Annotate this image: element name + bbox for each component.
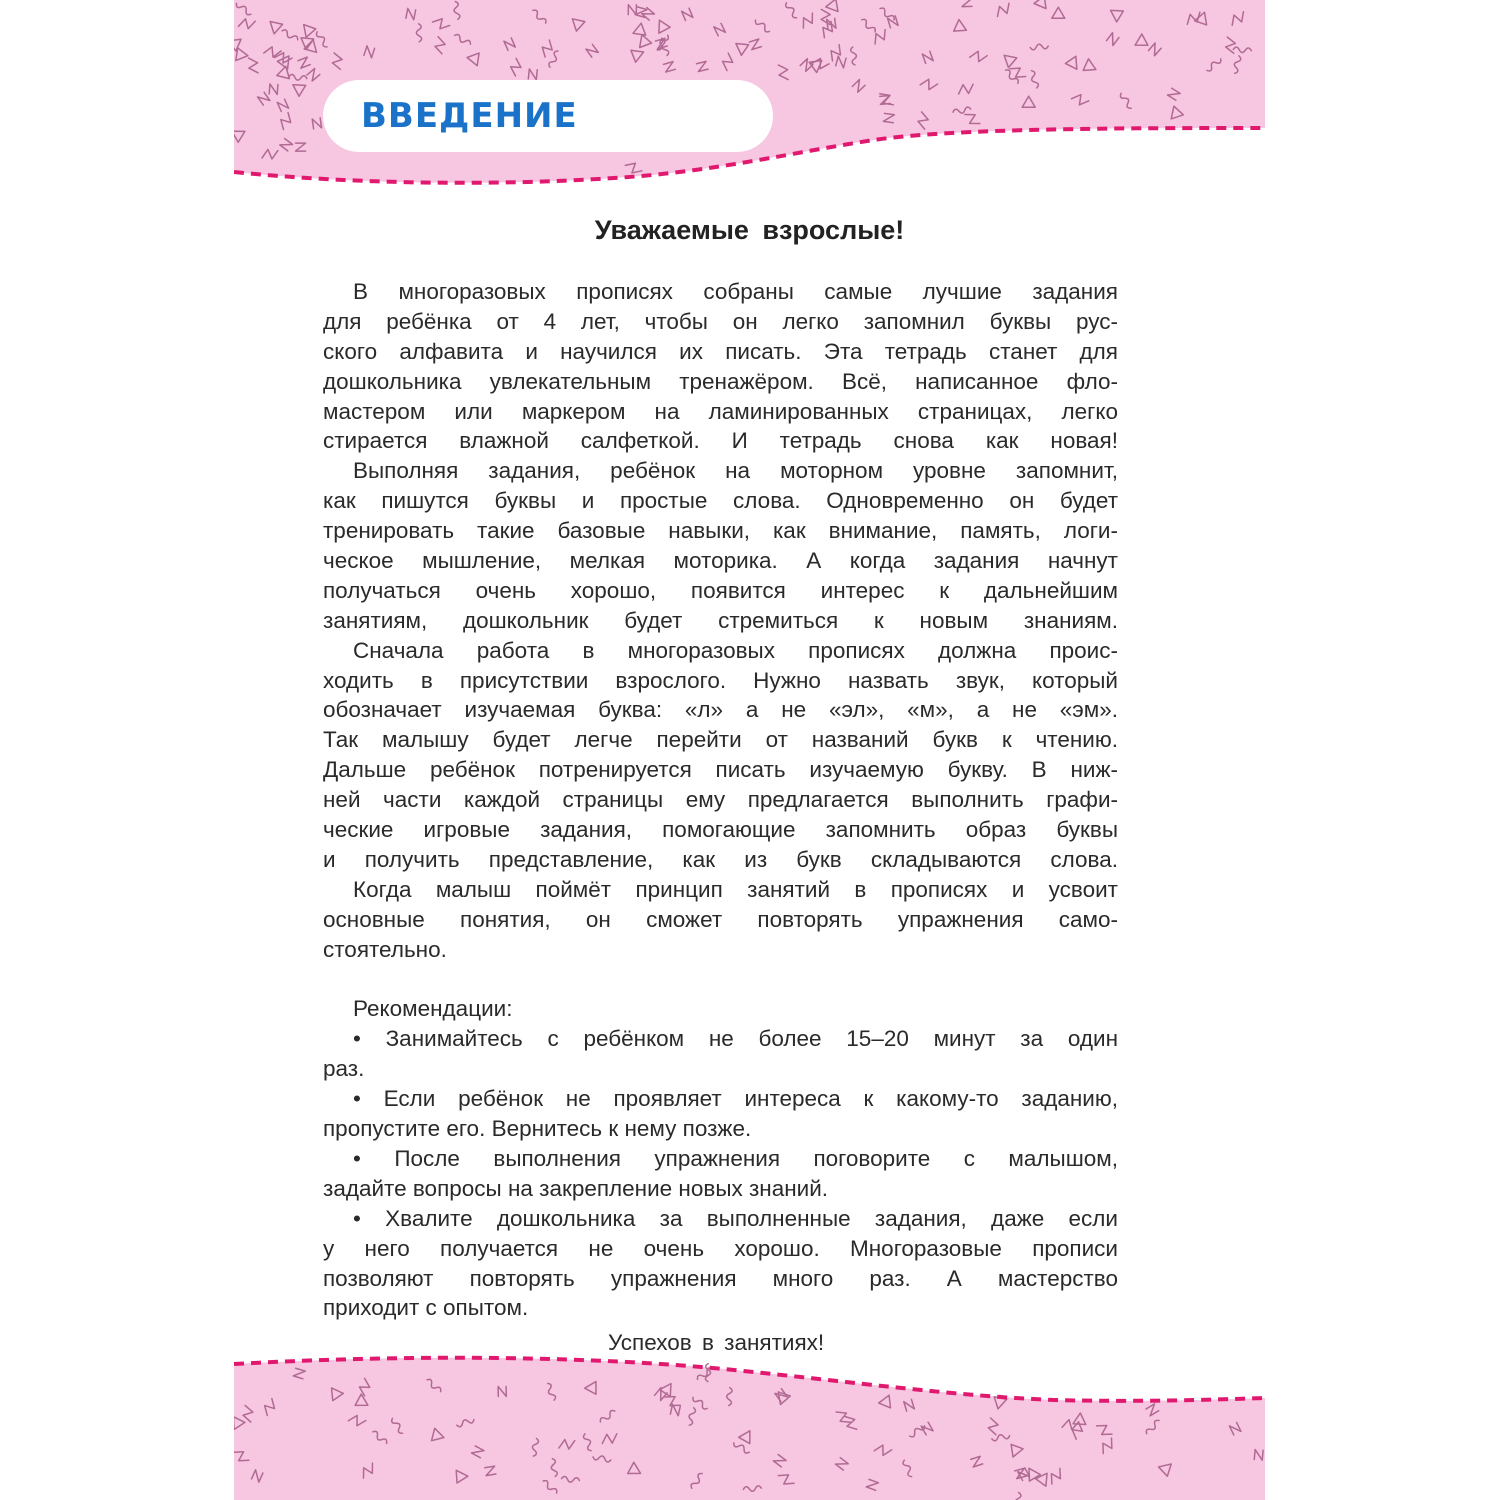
paragraph-line: Сначала работа в многоразовых прописях должна проис- (353, 637, 1118, 663)
paragraph-line: В многоразовых прописях собраны самые лучшие задания (353, 279, 1118, 304)
paragraph-line: тренировать такие базовые навыки, как внимание, память, логи- (323, 518, 1118, 544)
recommendation-line: • Занимайтесь с ребёнком не более 15–20 минут за один (353, 1026, 1118, 1052)
paragraph-line: Выполняя задания, ребёнок на моторном уровне запомнит, (353, 458, 1118, 484)
recommendation-line: пропустите его. Вернитесь к нему позже. (323, 1116, 752, 1142)
recommendation-line: у него получается не очень хорошо. Многоразовые прописи (323, 1235, 1118, 1261)
paragraph-line: основные понятия, он сможет повторять упражнения само- (323, 906, 1118, 932)
bottom-decorative-band (234, 1350, 1265, 1500)
paragraph-line: ского алфавита и научился их писать. Эта тетрадь станет для (323, 338, 1118, 364)
paragraph-line: Когда малыш поймёт принцип занятий в прописях и усвоит (353, 876, 1118, 902)
paragraph-line: Дальше ребёнок потренируется писать изучаемую букву. В ниж- (323, 757, 1118, 783)
paragraph-line: для ребёнка от 4 лет, чтобы он легко запомнил буквы рус- (323, 308, 1118, 334)
bottom-pink-wave (234, 1358, 1265, 1500)
paragraph-line: как пишутся буквы и простые слова. Одновременно он будет (323, 488, 1118, 514)
recommendations-heading: Рекомендации: (353, 996, 513, 1022)
paragraph-line: стоятельно. (323, 936, 447, 962)
recommendation-line: раз. (323, 1056, 365, 1082)
paragraph-line: Так малышу будет легче перейти от названий букв к чтению. (323, 727, 1118, 753)
paragraph-line: ходить в присутствии взрослого. Нужно назвать звук, который (323, 667, 1118, 693)
recommendation-line: задайте вопросы на закрепление новых знаний. (323, 1175, 829, 1201)
paragraph-line: получаться очень хорошо, появится интерес к дальнейшим (323, 577, 1118, 603)
book-page (234, 0, 1265, 1500)
recommendation-line: • После выполнения упражнения поговорите с малышом, (353, 1145, 1118, 1171)
recommendation-line: • Хвалите дошкольника за выполненные задания, даже если (353, 1205, 1118, 1231)
paragraph-line: стирается влажной салфеткой. И тетрадь снова как новая! (323, 428, 1118, 454)
recommendation-line: позволяют повторять упражнения много раз. А мастерство (323, 1265, 1118, 1291)
paragraph-line: и получить представление, как из букв складываются слова. (323, 846, 1118, 872)
greeting-heading: Уважаемые взрослые! (594, 215, 905, 245)
section-title: ВВЕДЕНИЕ (361, 96, 578, 136)
paragraph-line: ческое мышление, мелкая моторика. А когда задания начнут (323, 548, 1118, 574)
paragraph-line: дошкольника увлекательным тренажёром. Всё, написанное фло- (323, 368, 1118, 394)
paragraph-line: занятиям, дошкольник будет стремиться к новым знаниям. (323, 607, 1118, 633)
intro-text (323, 277, 1118, 1323)
spacer (323, 964, 1118, 994)
paragraph-line: мастером или маркером на ламинированных страницах, легко (323, 398, 1118, 424)
paragraph-line: ней части каждой страницы ему предлагается выполнить графи- (323, 787, 1118, 813)
paragraph-line: ческие игровые задания, помогающие запомнить образ буквы (323, 817, 1118, 843)
recommendation-line: • Если ребёнок не проявляет интереса к какому-то заданию, (353, 1086, 1118, 1112)
recommendation-line: приходит с опытом. (323, 1295, 529, 1321)
closing-line: Успехов в занятиях! (608, 1330, 825, 1355)
paragraph-line: обозначает изучаемая буква: «л» а не «эл», «м», а не «эм». (323, 697, 1118, 723)
